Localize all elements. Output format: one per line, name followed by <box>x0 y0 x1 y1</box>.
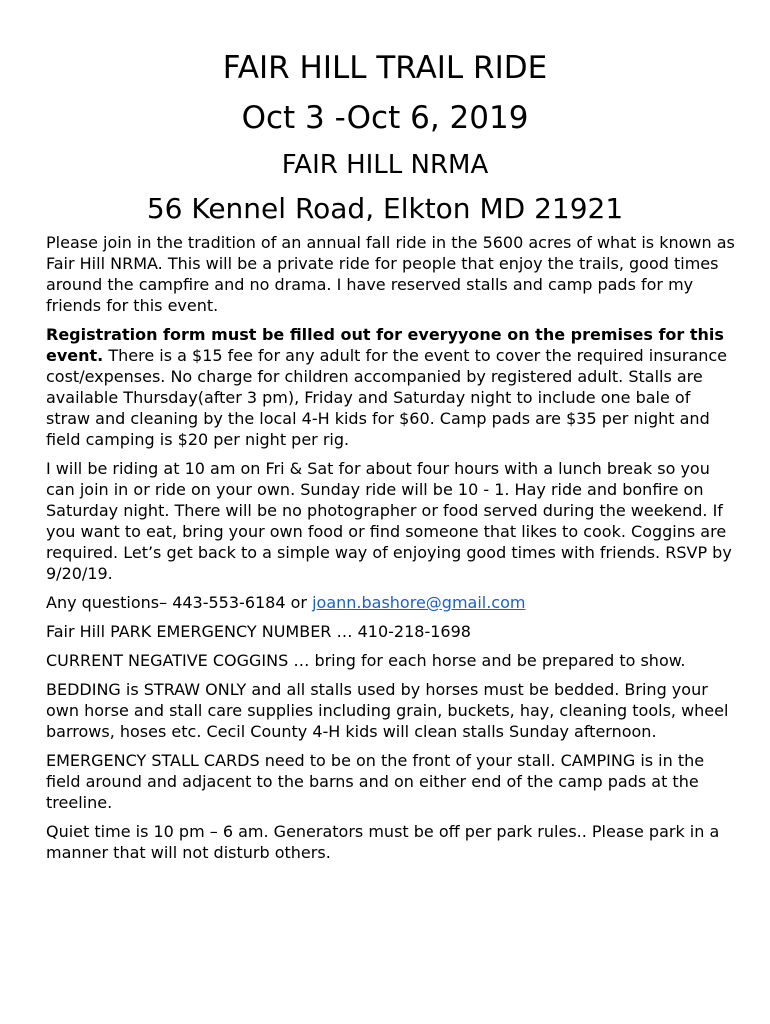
questions-text: Any questions– 443-553-6184 or <box>46 593 313 612</box>
bedding-paragraph: BEDDING is STRAW ONLY and all stalls used by horses must be bedded. Bring your own horse and stall care supplies including grain, buckets, hay, cleaning tools, wheel barrows, hoses etc. Cecil County 4-H kids will clean stalls Sunday afternoon. <box>46 680 729 741</box>
event-title: FAIR HILL TRAIL RIDE <box>222 50 548 86</box>
email-link[interactable]: joann.bashore@gmail.com <box>312 593 526 612</box>
riding-paragraph: I will be riding at 10 am on Fri & Sat for about four hours with a lunch break so you can join in or ride on your own. Sunday ride will be 10 - 1. Hay ride and bonfire on Saturday night. There will be no photographer or food served during the weekend. If you want to eat, bring your own food or find someone that likes to cook. Coggins are required. Let’s get back to a simple way of enjoying good times with friends. RSVP by 9/20/19. <box>46 459 732 583</box>
emergency-number: Fair Hill PARK EMERGENCY NUMBER … 410-218-1698 <box>46 622 471 641</box>
registration-notice: Registration form must be filled out for everyyone on the premises for this event. <box>46 325 724 365</box>
flyer-body <box>46 232 736 871</box>
registration-details: There is a $15 fee for any adult for the event to cover the required insurance cost/expenses. No charge for children accompanied by registered adult. Stalls are available Thursday(after 3 pm), Friday and Saturday night to include one bale of straw and cleaning by the local 4-H kids for $60. Camp pads are $35 per night and field camping is $20 per night per rig. <box>46 346 728 449</box>
questions-paragraph <box>46 592 736 613</box>
intro-paragraph: Please join in the tradition of an annual fall ride in the 5600 acres of what is known as Fair Hill NRMA. This will be a private ride for people that enjoy the trails, good times around the campfire and no drama. I have reserved stalls and camp pads for my friends for this event. <box>46 233 735 315</box>
registration-paragraph <box>46 324 736 450</box>
stall-cards-paragraph: EMERGENCY STALL CARDS need to be on the front of your stall. CAMPING is in the field around and adjacent to the barns and on either end of the camp pads at the treeline. <box>46 751 705 812</box>
event-address: 56 Kennel Road, Elkton MD 21921 <box>146 192 624 225</box>
event-dates: Oct 3 -Oct 6, 2019 <box>241 100 529 136</box>
coggins-paragraph: CURRENT NEGATIVE COGGINS … bring for each horse and be prepared to show. <box>46 651 686 670</box>
quiet-time-paragraph: Quiet time is 10 pm – 6 am. Generators must be off per park rules.. Please park in a manner that will not disturb others. <box>46 822 720 862</box>
event-venue: FAIR HILL NRMA <box>281 150 489 180</box>
